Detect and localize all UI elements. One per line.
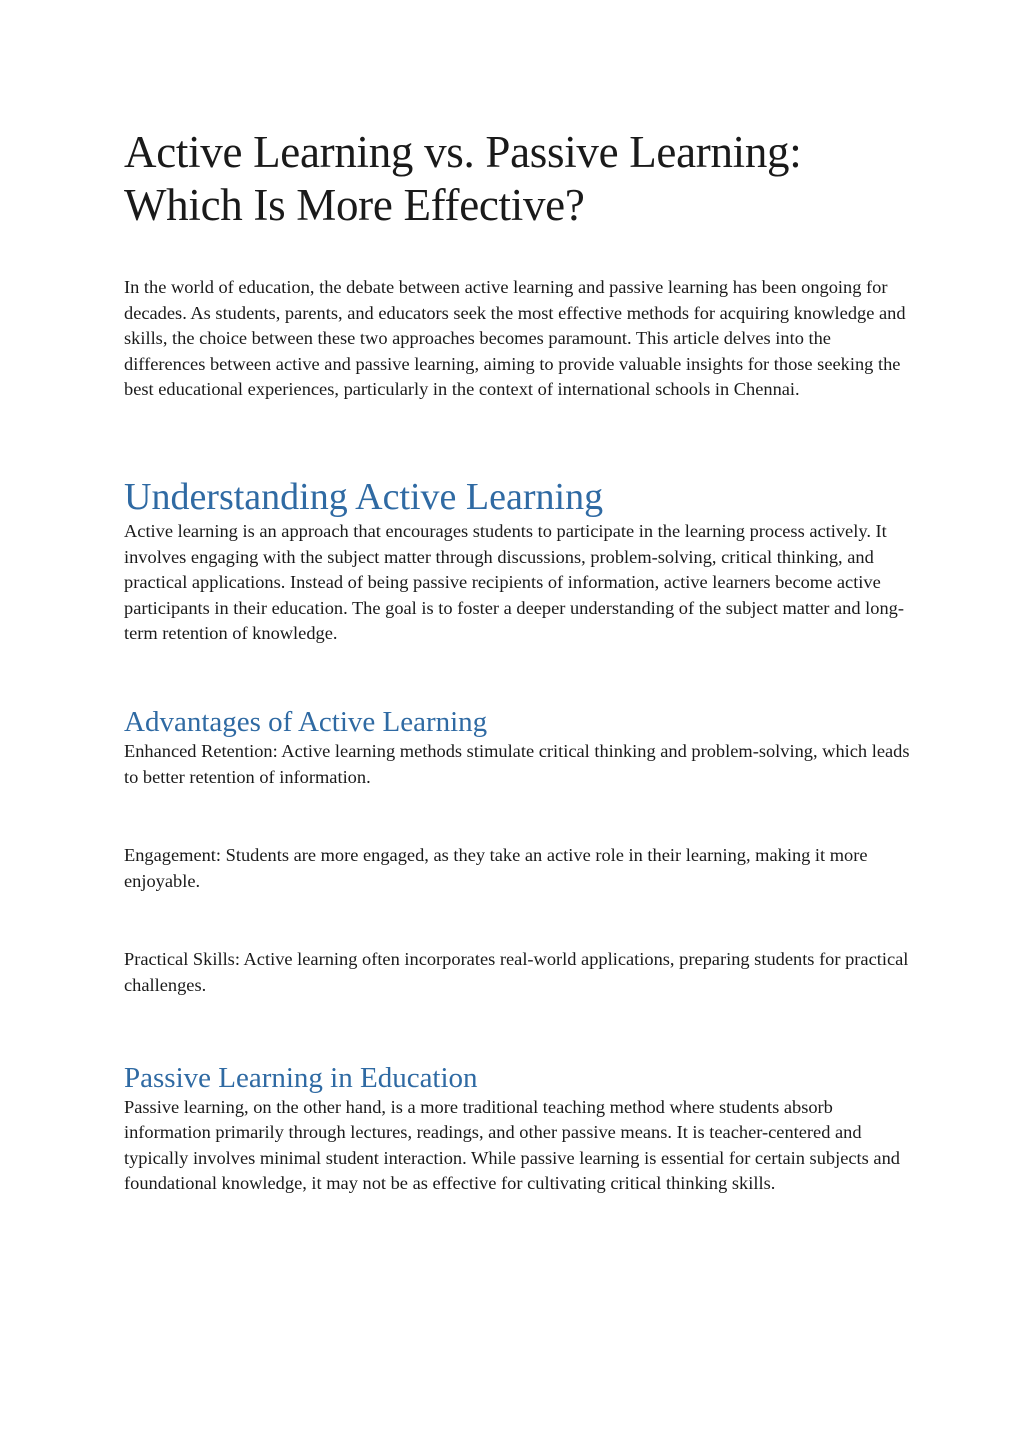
title-line-2: Which Is More Effective? [124,180,585,230]
title-line-1: Active Learning vs. Passive Learning: [124,127,802,177]
document-page [124,126,914,1197]
document-title [124,126,914,232]
intro-paragraph: In the world of education, the debate between active learning and passive learning has been ongoing for decades. As students, parents, and educators seek the most effective methods for acquiring knowledge and skills, the choice between these two approaches becomes paramount. This article delves into the differences between active and passive learning, aiming to provide valuable insights for those seeking the best educational experiences, particularly in the context of international schools in Chennai. [124,277,906,400]
advantages-list [124,739,914,999]
advantages-heading: Advantages of Active Learning [124,705,488,738]
section-body-understanding: Active learning is an approach that encourages students to participate in the learning process actively. It involves engaging with the subject matter through discussions, problem-solving, critical thinking, and practical applications. Instead of being passive recipients of information, active learners become active participants in their education. The goal is to foster a deeper understanding of the subject matter and long-term retention of knowledge. [124,520,904,644]
advantage-item-practical-skills: Practical Skills: Active learning often incorporates real-world applications, preparing students for practical challenges. [124,949,909,995]
passive-heading: Passive Learning in Education [124,1061,478,1094]
passive-body: Passive learning, on the other hand, is a more traditional teaching method where students absorb information primarily through lectures, readings, and other passive means. It is teacher-centered and typically involves minimal student interaction. While passive learning is essential for certain subjects and foundational knowledge, it may not be as effective for cultivating critical thinking skills. [124,1096,900,1194]
section-heading-understanding: Understanding Active Learning [124,475,604,518]
advantage-item-engagement: Engagement: Students are more engaged, as they take an active role in their learning, making it more enjoyable. [124,845,868,891]
advantage-item-retention: Enhanced Retention: Active learning methods stimulate critical thinking and problem-solving, which leads to better retention of information. [124,740,910,787]
